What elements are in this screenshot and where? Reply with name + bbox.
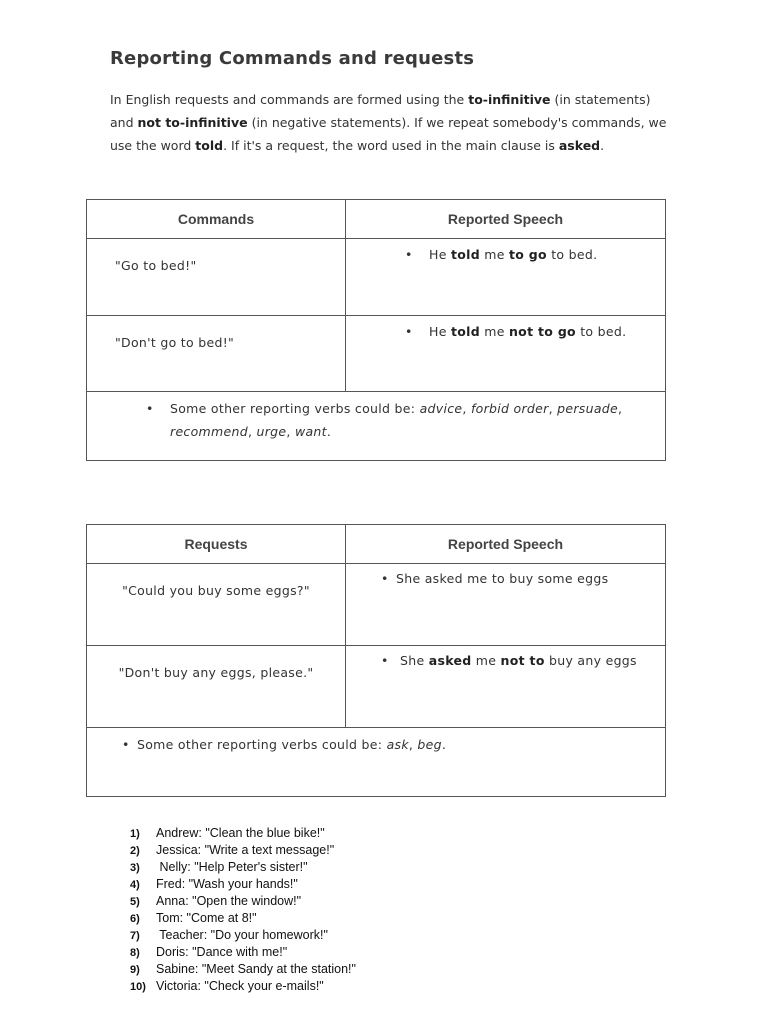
note-separator: .	[326, 424, 332, 439]
list-item	[130, 944, 356, 961]
verb-item: persuade	[557, 401, 619, 416]
item-number: 1)	[130, 828, 140, 840]
bullet-icon: •	[405, 324, 413, 339]
intro-keyword: told	[195, 138, 224, 153]
list-item	[130, 927, 356, 944]
note-separator: ,	[408, 737, 418, 752]
exercise-list	[130, 825, 356, 995]
item-text: Tom: "Come at 8!"	[156, 911, 257, 925]
intro-keyword: to-infinitive	[468, 92, 551, 107]
table-cell	[346, 239, 666, 316]
table-row	[87, 392, 666, 461]
reported-text: He	[429, 324, 451, 339]
list-item	[130, 859, 356, 876]
item-number: 8)	[130, 947, 140, 959]
reported-keyword: to go	[508, 247, 547, 262]
table-row	[87, 239, 666, 316]
item-number: 4)	[130, 879, 140, 891]
table-cell	[87, 239, 346, 316]
item-text: Nelly: "Help Peter's sister!"	[156, 860, 308, 874]
commands-table	[86, 199, 666, 461]
page-title: Reporting Commands and requests	[110, 48, 475, 69]
table-row	[87, 316, 666, 392]
note-text: Some other reporting verbs could be:	[137, 737, 387, 752]
list-item	[130, 876, 356, 893]
table-row	[87, 728, 666, 797]
bullet-icon: •	[405, 247, 413, 262]
table-cell	[87, 392, 666, 461]
list-item	[130, 825, 356, 842]
reported-text: me	[479, 247, 509, 262]
table-cell	[346, 646, 666, 728]
item-text: Sabine: "Meet Sandy at the station!"	[156, 962, 356, 976]
bullet-icon: •	[122, 737, 130, 752]
bullet-icon: •	[381, 571, 389, 586]
reported-keyword: told	[450, 324, 480, 339]
reported-text: to bed.	[546, 247, 598, 262]
reported-text: She asked me to buy some eggs	[396, 571, 609, 586]
intro-text: (in negative statements). If we repeat somebody's commands, we use the word	[110, 115, 667, 153]
table-header-row	[87, 200, 666, 239]
item-number: 6)	[130, 913, 140, 925]
intro-keyword: asked	[558, 138, 601, 153]
bullet-icon: •	[146, 401, 154, 416]
item-number: 9)	[130, 964, 140, 976]
item-text: Andrew: "Clean the blue bike!"	[156, 826, 325, 840]
requests-table	[86, 524, 666, 797]
reported-text: me	[471, 653, 501, 668]
verb-item: beg	[417, 737, 442, 752]
command-text: "Go to bed!"	[115, 258, 197, 273]
list-item	[130, 978, 356, 995]
request-text: "Don't buy any eggs, please."	[118, 665, 314, 680]
request-text: "Could you buy some eggs?"	[122, 583, 310, 598]
reported-text: me	[479, 324, 509, 339]
note-separator: ,	[286, 424, 295, 439]
table-cell	[87, 316, 346, 392]
note-separator: ,	[462, 401, 471, 416]
table-row	[87, 564, 666, 646]
reporting-verbs-note	[87, 728, 665, 756]
item-text: Teacher: "Do your homework!"	[156, 928, 328, 942]
verb-item: recommend	[170, 424, 248, 439]
intro-text: (in statements) and	[110, 92, 651, 130]
intro-text: . If it's a request, the word used in the main clause is	[223, 138, 559, 153]
item-number: 7)	[130, 930, 140, 942]
intro-text: In English requests and commands are formed using the	[110, 92, 469, 107]
reported-text: buy any eggs	[544, 653, 637, 668]
reported-keyword: not to go	[508, 324, 576, 339]
note-separator: ,	[247, 424, 257, 439]
note-separator: .	[441, 737, 447, 752]
intro-paragraph	[110, 88, 670, 157]
table-header-row	[87, 525, 666, 564]
reported-bullet	[346, 646, 665, 668]
item-text: Jessica: "Write a text message!"	[156, 843, 335, 857]
verb-item: urge	[256, 424, 287, 439]
reported-bullet	[346, 316, 665, 339]
table-cell	[87, 646, 346, 728]
reported-text: She	[400, 653, 429, 668]
item-number: 5)	[130, 896, 140, 908]
list-item	[130, 961, 356, 978]
reported-speech-header: Reported Speech	[346, 525, 666, 564]
reported-keyword: asked	[428, 653, 472, 668]
item-text: Fred: "Wash your hands!"	[156, 877, 298, 891]
reported-bullet	[346, 564, 665, 586]
commands-header: Commands	[87, 200, 346, 239]
bullet-icon: •	[381, 653, 389, 668]
note-text: Some other reporting verbs could be:	[170, 401, 420, 416]
item-text: Anna: "Open the window!"	[156, 894, 302, 908]
table-cell	[346, 564, 666, 646]
verb-item: forbid order	[470, 401, 549, 416]
reported-keyword: told	[450, 247, 480, 262]
list-item	[130, 842, 356, 859]
item-text: Victoria: "Check your e-mails!"	[156, 979, 324, 993]
note-separator: ,	[618, 401, 623, 416]
item-number: 2)	[130, 845, 140, 857]
reported-text: He	[429, 247, 451, 262]
verb-item: advice	[419, 401, 463, 416]
table-cell	[346, 316, 666, 392]
reported-speech-header: Reported Speech	[346, 200, 666, 239]
item-text: Doris: "Dance with me!"	[156, 945, 288, 959]
table-cell	[87, 564, 346, 646]
item-number: 10)	[130, 981, 146, 993]
list-item	[130, 893, 356, 910]
table-row	[87, 646, 666, 728]
reported-bullet	[346, 239, 665, 262]
reporting-verbs-note	[87, 392, 665, 443]
command-text: "Don't go to bed!"	[115, 335, 235, 350]
note-separator: ,	[548, 401, 558, 416]
verb-item: ask	[386, 737, 409, 752]
requests-header: Requests	[87, 525, 346, 564]
reported-keyword: not to	[500, 653, 545, 668]
intro-text: .	[600, 138, 605, 153]
item-number: 3)	[130, 862, 140, 874]
verb-item: want	[294, 424, 327, 439]
reported-text: to bed.	[575, 324, 627, 339]
table-cell	[87, 728, 666, 797]
intro-keyword: not to-infinitive	[137, 115, 248, 130]
list-item	[130, 910, 356, 927]
